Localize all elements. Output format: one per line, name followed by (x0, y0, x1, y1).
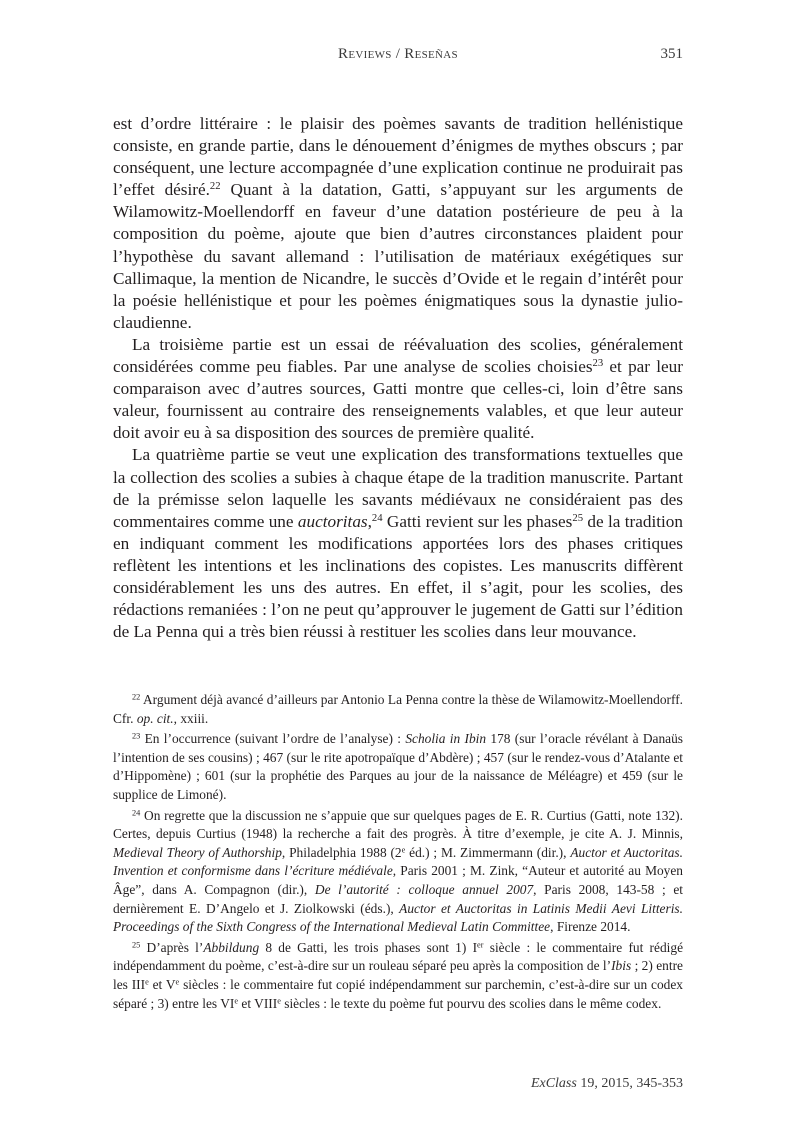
paragraph-1: est d’ordre littéraire : le plaisir des poèmes savants de tradition hellénistique consiste, en grande partie, dans le dénouement d’énigmes de mythes obscurs ; par conséquent, une lecture accompagnée d’une explication continue ne produirait pas l’effet désiré.$^{22}$ Quant à la datation, Gatti, s’appuyant sur les arguments de Wilamowitz-Moellendorff en faveur d’une datation postérieure de peu à la composition du poème, ajoute que bien d’autres circonstances plaident pour l’hypothèse du savant allemand : l’utilisation de matériaux exégétiques sur Callimaque, la mention de Nicandre, le succès d’Ovide et le regain d’intérêt pour la poésie hellénistique et pour les poèmes énigmatiques sous la dynastie julio-claudienne. (113, 114, 683, 332)
paragraph-3: La quatrième partie se veut une explication des transformations textuelles que la collection des scolies a subies à chaque étape de la tradition manuscrite. Partant de la prémisse selon laquelle les savants médiévaux ne considéraient pas des commentaires comme une auctoritas,$^{24}$ Gatti revient sur les phases$^{25}$ de la tradition en indiquant comment les modifications apportées lors des phases critiques reflètent les intentions et les inclinations des copistes. Les manuscrits diffèrent considérablement les uns des autres. En effet, il s’agit, pour les scolies, des rédactions remaniées : l’on ne peut qu’approuver le jugement de Gatti sur l’édition de La Penna qui a très bien réussi à restituer les scolies dans leur mouvance. (113, 445, 683, 642)
footnote-25: $^{25}$ D’après l’Abbildung 8 de Gatti, les trois phases sont 1) Ier siècle : le commentaire fut rédigé indépendamment du poème, c’est-à-dire sur un rouleau séparé peu après la composition de l’Ibis ; 2) entre les IIIe et Ve siècles : le commentaire fut copié indépendamment sur parchemin, c’est-à-dire sur un codex séparé ; 3) entre les VIe et VIIIe siècles : le texte du poème fut pourvu des scolies dans le même codex. (113, 939, 684, 1011)
footnote-number: 23 (132, 731, 141, 741)
journal-citation (531, 1076, 683, 1092)
footnote-ref: e (145, 977, 149, 987)
footnotes (113, 691, 683, 1013)
footnote-24: $^{24}$ On regrette que la discussion ne s’appuie que sur quelques pages de E. R. Curtius (Gatti, note 132). Certes, depuis Curtius (1948) la recherche a fait des progrès. À titre d’exemple, je cite A. J. Minnis, Medieval Theory of Authorship, Philadelphia 1988 (2e éd.) ; M. Zimmermann (dir.), Auctor et Auctoritas. Invention et conformisme dans l’écriture médiévale, Paris 2001 ; M. Zink, “Auteur et autorité au Moyen Âge”, dans A. Compagnon (dir.), De l’autorité : colloque annuel 2007, Paris 2008, 143-58 ; et dernièrement E. D’Angelo et J. Ziolkowski (éds.), Auctor et Auctoritas in Latinis Medii Aevi Litteris. Proceedings of the Sixth Congress of the International Medieval Latin Committee, Firenze 2014. (113, 807, 684, 935)
footnote-ref: e (234, 995, 239, 1005)
footnote-number: 24 (132, 808, 141, 817)
journal-volume-pages: 19, 2015, 345-353 (576, 1076, 683, 1091)
footnote-ref: e (401, 845, 406, 855)
footnote-23: $^{23}$ En l’occurrence (suivant l’ordre de l’analyse) : Scholia in Ibin 178 (sur l’oracle révélant à Danaüs l’intention de ses cousins) ; 467 (sur le rite apotropaïque d’Abdère) ; 457 (sur le rendez-vous d’Atalante et d’Hippomène) ; 601 (sur la prophétie des Parques au jour de la naissance de Méléagre) et 459 (sur le supplice de Limoné). (113, 731, 683, 802)
footnote-ref: 23 (592, 358, 604, 370)
italic-text: Auctor et Auctoritas in Latinis Medii Aevi Litteris. Proceedings of the Sixth Congress of the International Medieval Latin Committee (113, 900, 683, 935)
footnote-22: $^{22}$ Argument déjà avancé d’ailleurs par Antonio La Penna contre la thèse de Wilamowitz-Moellendorff. Cfr. op. cit., xxiii. (113, 692, 683, 726)
italic-text: Abbildung (203, 939, 260, 955)
paragraph-2: La troisième partie est un essai de réévaluation des scolies, généralement considérées comme peu fiables. Par une analyse de scolies choisies$^{23}$ et par leur comparaison avec d’autres sources, Gatti montre que celles-ci, loin d’être sans valeur, fournissent au contraire des renseignements valables, et que leur auteur doit avoir eu à sa disposition des sources de première qualité. (113, 334, 683, 443)
italic-text: Medieval Theory of Authorship (113, 844, 282, 860)
footnote-number: 22 (132, 692, 141, 702)
running-title: Reviews / Reseñas (338, 46, 458, 62)
footnote-ref: er (477, 940, 484, 950)
italic-text: Ibis (611, 958, 632, 974)
italic-text: auctoritas (297, 511, 368, 531)
footnote-ref: 22 (209, 181, 221, 193)
italic-text: Scholia in Ibin (405, 731, 487, 747)
page-number: 351 (660, 46, 683, 62)
footnote-number: 25 (132, 940, 141, 950)
footnote-ref: e (277, 995, 281, 1005)
footnote-ref: 24 (371, 512, 383, 524)
journal-name: ExClass (530, 1076, 577, 1091)
footnote-ref: 25 (572, 512, 584, 524)
footnote-ref: e (175, 977, 180, 987)
italic-text: Auctor et Auctoritas. Invention et conformisme dans l’écriture médiévale (113, 844, 683, 879)
italic-text: De l’autorité : colloque annuel 2007 (314, 881, 534, 897)
running-head (113, 46, 683, 68)
body-text (113, 113, 683, 643)
italic-text: op. cit. (136, 710, 174, 726)
